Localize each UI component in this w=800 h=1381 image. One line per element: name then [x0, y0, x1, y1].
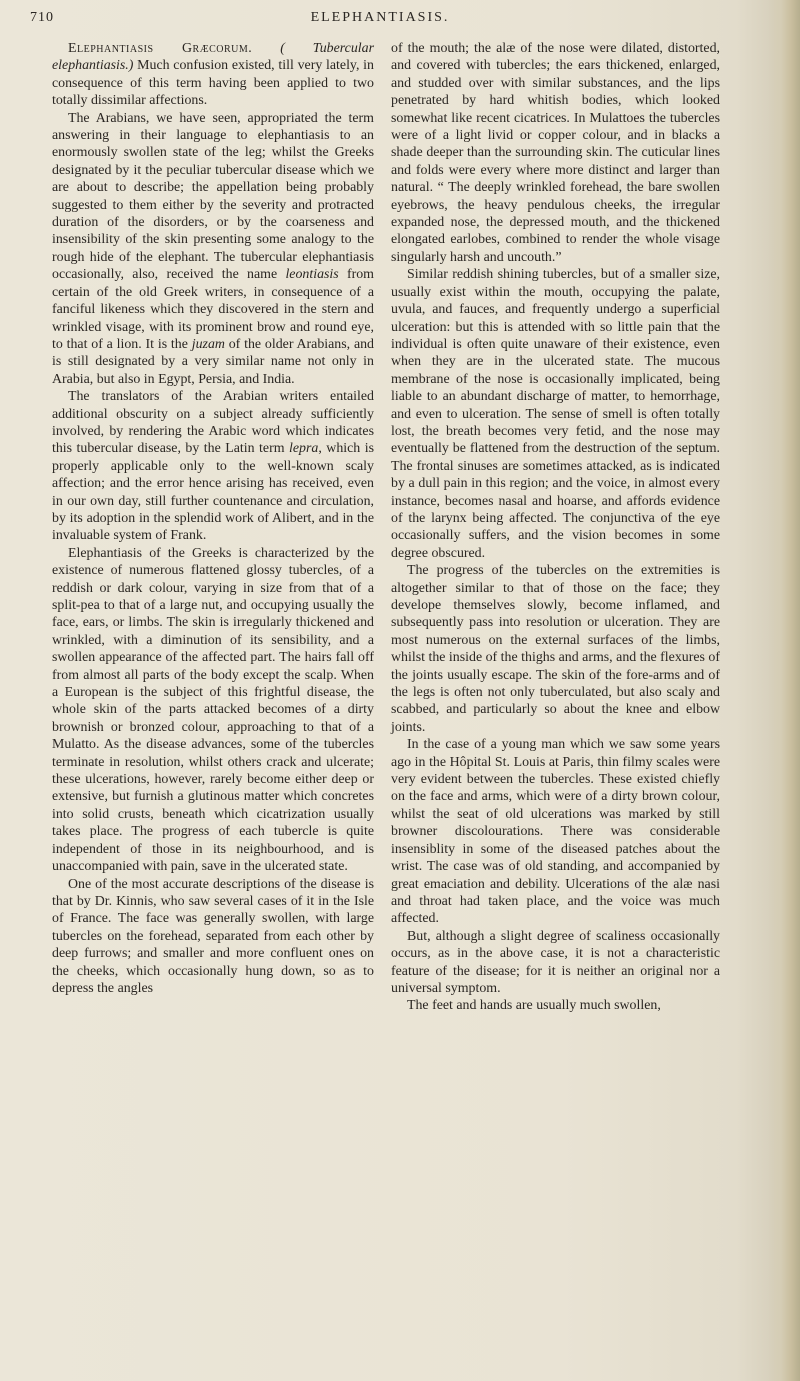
paragraph: Elephantiasis of the Greeks is characterized by the existence of numerous flattened glossy tubercles, of a reddish or dark colour, varying in size from that of a split-pea to that of a large nut, and occupying usually the face, ears, or limbs. The skin is irregularly thickened and wrinkled, with a diminution of its sensibility, and a swollen appearance of the affected part. The hairs fall off from almost all parts of the body except the scalp. When a European is the subject of this frightful disease, the whole skin of the parts attacked becomes of a dirty brownish or bronzed colour, approaching to that of a Mulatto. As the disease advances, some of the tubercles terminate in resolution, whilst others crack and ulcerate; these ulcerations, however, rarely become either deep or extensive, but furnish a glutinous matter which concretes into solid crusts, beneath which cicatrization usually takes place. The progress of each tubercle is quite independent of those in its neighbourhood, and is unaccompanied with pain, save in the ulcerated state. — [52, 545, 374, 875]
paragraph: One of the most accurate descriptions of the disease is that by Dr. Kinnis, who saw several cases of it in the Isle of France. The face was generally swollen, with large tubercles on the forehead, separated from each other by deep furrows; and smaller and more confluent ones on the cheeks, which occasionally hung down, so as to depress the angles — [52, 876, 374, 996]
page-header — [30, 8, 730, 34]
page-edge-shadow — [768, 0, 800, 1381]
paragraph: In the case of a young man which we saw some years ago in the Hôpital St. Louis at Paris, thin filmy scales were very evident between the tubercles. These existed chiefly on the face and arms, which were of a dirty brown colour, whilst the seat of old ulcerations was marked by still browner discolourations. There was considerable insensiblity in some of the diseased patches about the wrist. The case was of old standing, and accompanied by great emaciation and debility. Ulcerations of the alæ nasi and throat had taken place, and the voice was much affected. — [391, 737, 720, 927]
page-number: 710 — [30, 10, 54, 25]
paragraph: Elephantiasis Græcorum. ( Tubercular elephantiasis.) Much confusion existed, till very lately, in consequence of this term having been applied to two totally dissimilar affections. — [52, 41, 374, 109]
paragraph: Similar reddish shining tubercles, but of a smaller size, usually exist within the mouth, occupying the palate, uvula, and fauces, and frequently undergo a superficial ulceration: but this is attended with so little pain that the individual is often quite unaware of their existence, even when they are in the ulcerated state. The mucous membrane of the nose is occasionally implicated, being liable to an abundant discharge of matter, to hemorrhage, and even to ulceration. The sense of smell is often totally lost, the breath becomes very fetid, and the nose may eventually be flattened from the destruction of the septum. The frontal sinuses are sometimes attacked, as is indicated by a dull pain in this region; and the voice, in almost every instance, becomes nasal and hoarse, and affords evidence of the larynx being affected. The conjunctiva of the eye occasionally suffers, and the vision becomes in some degree obscured. — [391, 267, 720, 561]
right-column — [391, 40, 720, 1015]
paragraph: But, although a slight degree of scaliness occasionally occurs, as in the above case, it is not a characteristic feature of the disease; for it is neither an original nor a universal symptom. — [391, 928, 720, 996]
section-heading: Elephantiasis Græcorum. — [68, 41, 253, 56]
paragraph: The Arabians, we have seen, appropriated the term answering in their language to elephantiasis to an enormously swollen state of the leg; whilst the Greeks designated by it the peculiar tubercular disease which we are about to describe; the appellation being probably suggested to them either by the severity and protracted duration of the disorders, or by the coarseness and insensibility of the skin presenting some analogy to the rough hide of the elephant. The tubercular elephantiasis occasionally, also, received the name leontiasis from certain of the old Greek writers, in consequence of a fanciful likeness which they discovered in the stern and wrinkled visage, with its prominent brow and round eye, to that of a lion. It is the juzam of the older Arabians, and is still designated by a very similar name not only in Arabia, but also in Egypt, Persia, and India. — [52, 110, 375, 387]
section-subheading: ( Tubercular elephantiasis.) — [52, 41, 374, 74]
running-title: ELEPHANTIASIS. — [310, 10, 450, 25]
left-column — [52, 40, 374, 997]
paragraph: The progress of the tubercles on the extremities is altogether similar to that of those on the face; they develope themselves slowly, become inflamed, and subsequently pass into resolution or ulceration. They are most numerous on the external surfaces of the limbs, whilst the inside of the thighs and arms, and the flexures of the joints usually escape. The skin of the fore-arms and of the legs is often not only tuberculated, but also scaly and scabbed, and particularly so about the knee and elbow joints. — [391, 563, 720, 735]
paragraph: The translators of the Arabian writers entailed additional obscurity on a subject already sufficiently involved, by rendering the Arabic word which indicates this tubercular disease, by the Latin term lepra, which is properly applicable only to the well-known scaly affection; and the error hence arising has received, even in our own day, still further countenance and circulation, by its adoption in the splendid work of Alibert, and in the invaluable system of Frank. — [52, 389, 374, 544]
paragraph: of the mouth; the alæ of the nose were dilated, distorted, and covered with tubercles; the ears thickened, enlarged, and studded over with similar substances, and the lips penetrated by hard whitish bodies, which looked somewhat like recent cicatrices. In Mulattoes the tubercles were of a light livid or copper colour, and in blacks a shade deeper than the surrounding skin. The cuticular lines and folds were every where more distinct and larger than natural. “ The deeply wrinkled forehead, the bare swollen eyebrows, the heavy pendulous cheeks, the irregular expanded nose, the depressed mouth, and the thickened elongated earlobes, combined to render the whole visage singularly harsh and uncouth.” — [391, 41, 720, 265]
paragraph: The feet and hands are usually much swollen, — [407, 998, 661, 1014]
